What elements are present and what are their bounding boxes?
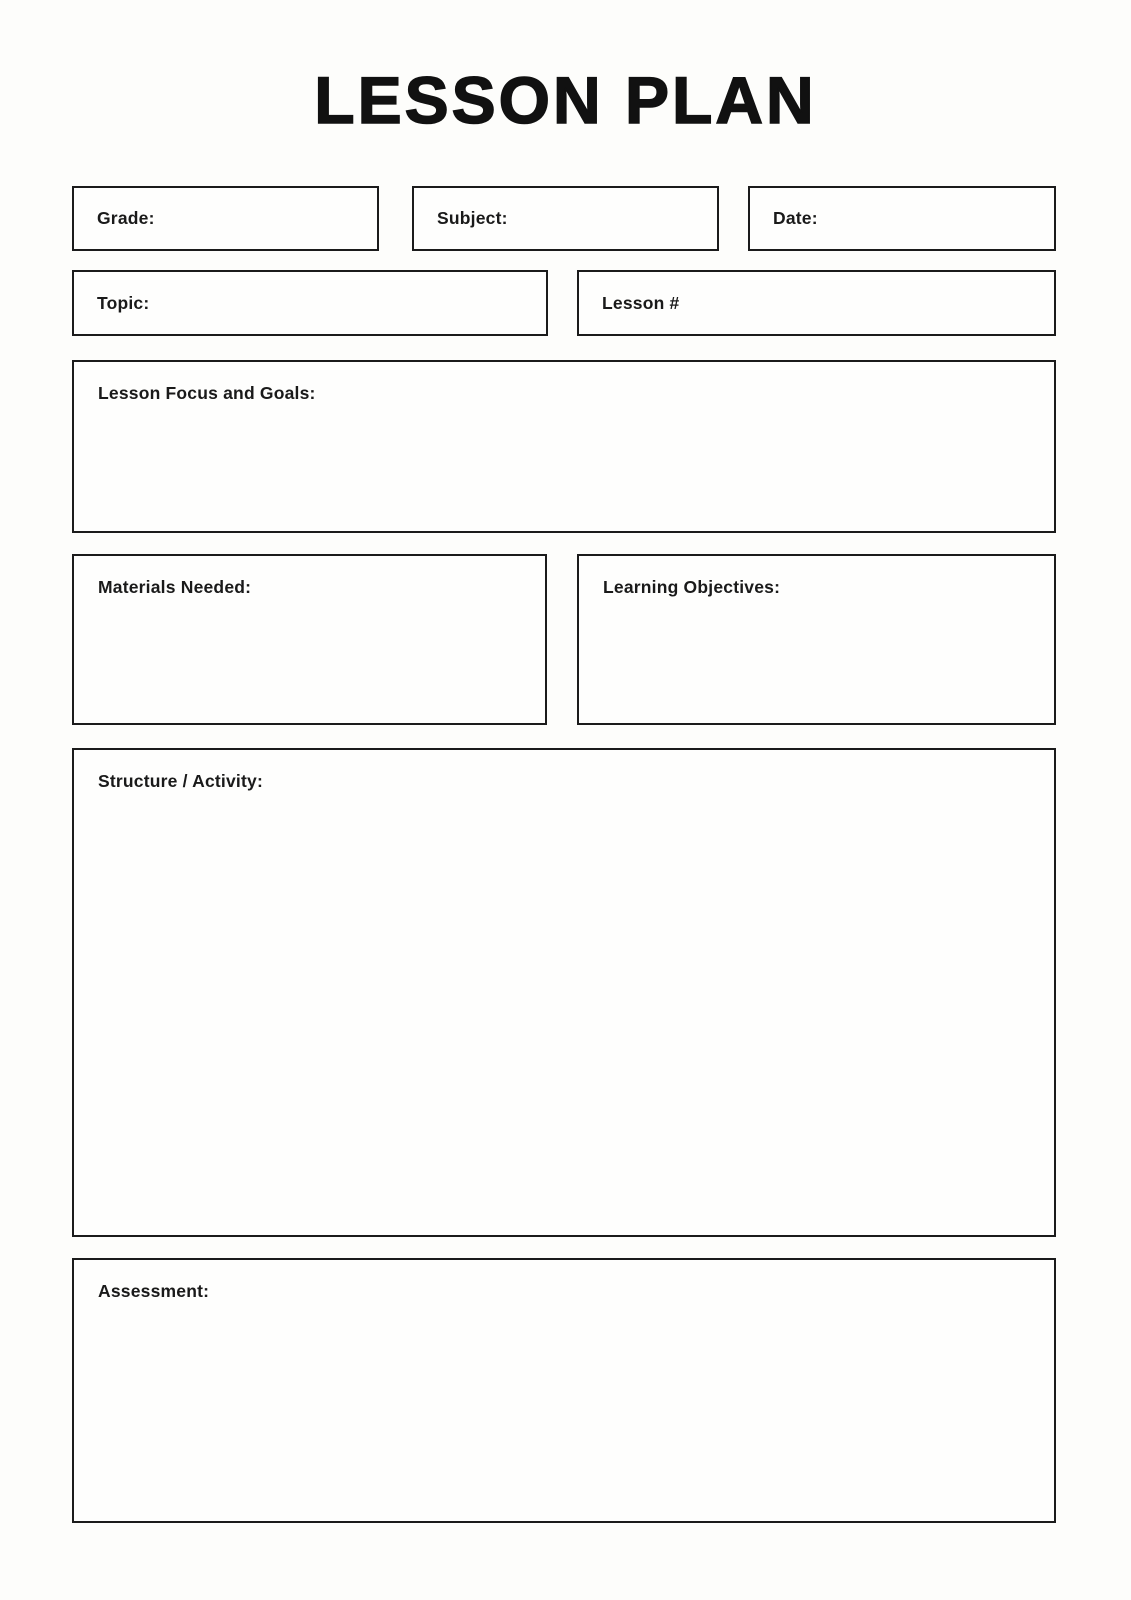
structure-activity-label: Structure / Activity:: [98, 771, 263, 791]
grade-field[interactable]: [72, 186, 379, 251]
topic-label: Topic:: [97, 292, 150, 313]
lesson-number-field[interactable]: [577, 270, 1056, 336]
grade-label: Grade:: [97, 208, 155, 228]
subject-field[interactable]: [412, 186, 719, 251]
structure-activity-field[interactable]: [72, 748, 1056, 1237]
assessment-field[interactable]: [72, 1258, 1056, 1523]
assessment-label: Assessment:: [98, 1281, 210, 1301]
date-field[interactable]: [748, 186, 1056, 251]
learning-objectives-field[interactable]: [577, 554, 1056, 725]
lesson-number-label: Lesson #: [602, 292, 680, 313]
subject-label: Subject:: [437, 208, 508, 228]
materials-needed-field[interactable]: [72, 554, 547, 725]
lesson-focus-goals-field[interactable]: [72, 360, 1056, 533]
topic-field[interactable]: [72, 270, 548, 336]
page-title: LESSON PLAN: [314, 63, 817, 137]
date-label: Date:: [773, 208, 818, 228]
materials-needed-label: Materials Needed:: [98, 577, 252, 597]
lesson-focus-goals-label: Lesson Focus and Goals:: [98, 383, 316, 403]
learning-objectives-label: Learning Objectives:: [603, 577, 781, 597]
